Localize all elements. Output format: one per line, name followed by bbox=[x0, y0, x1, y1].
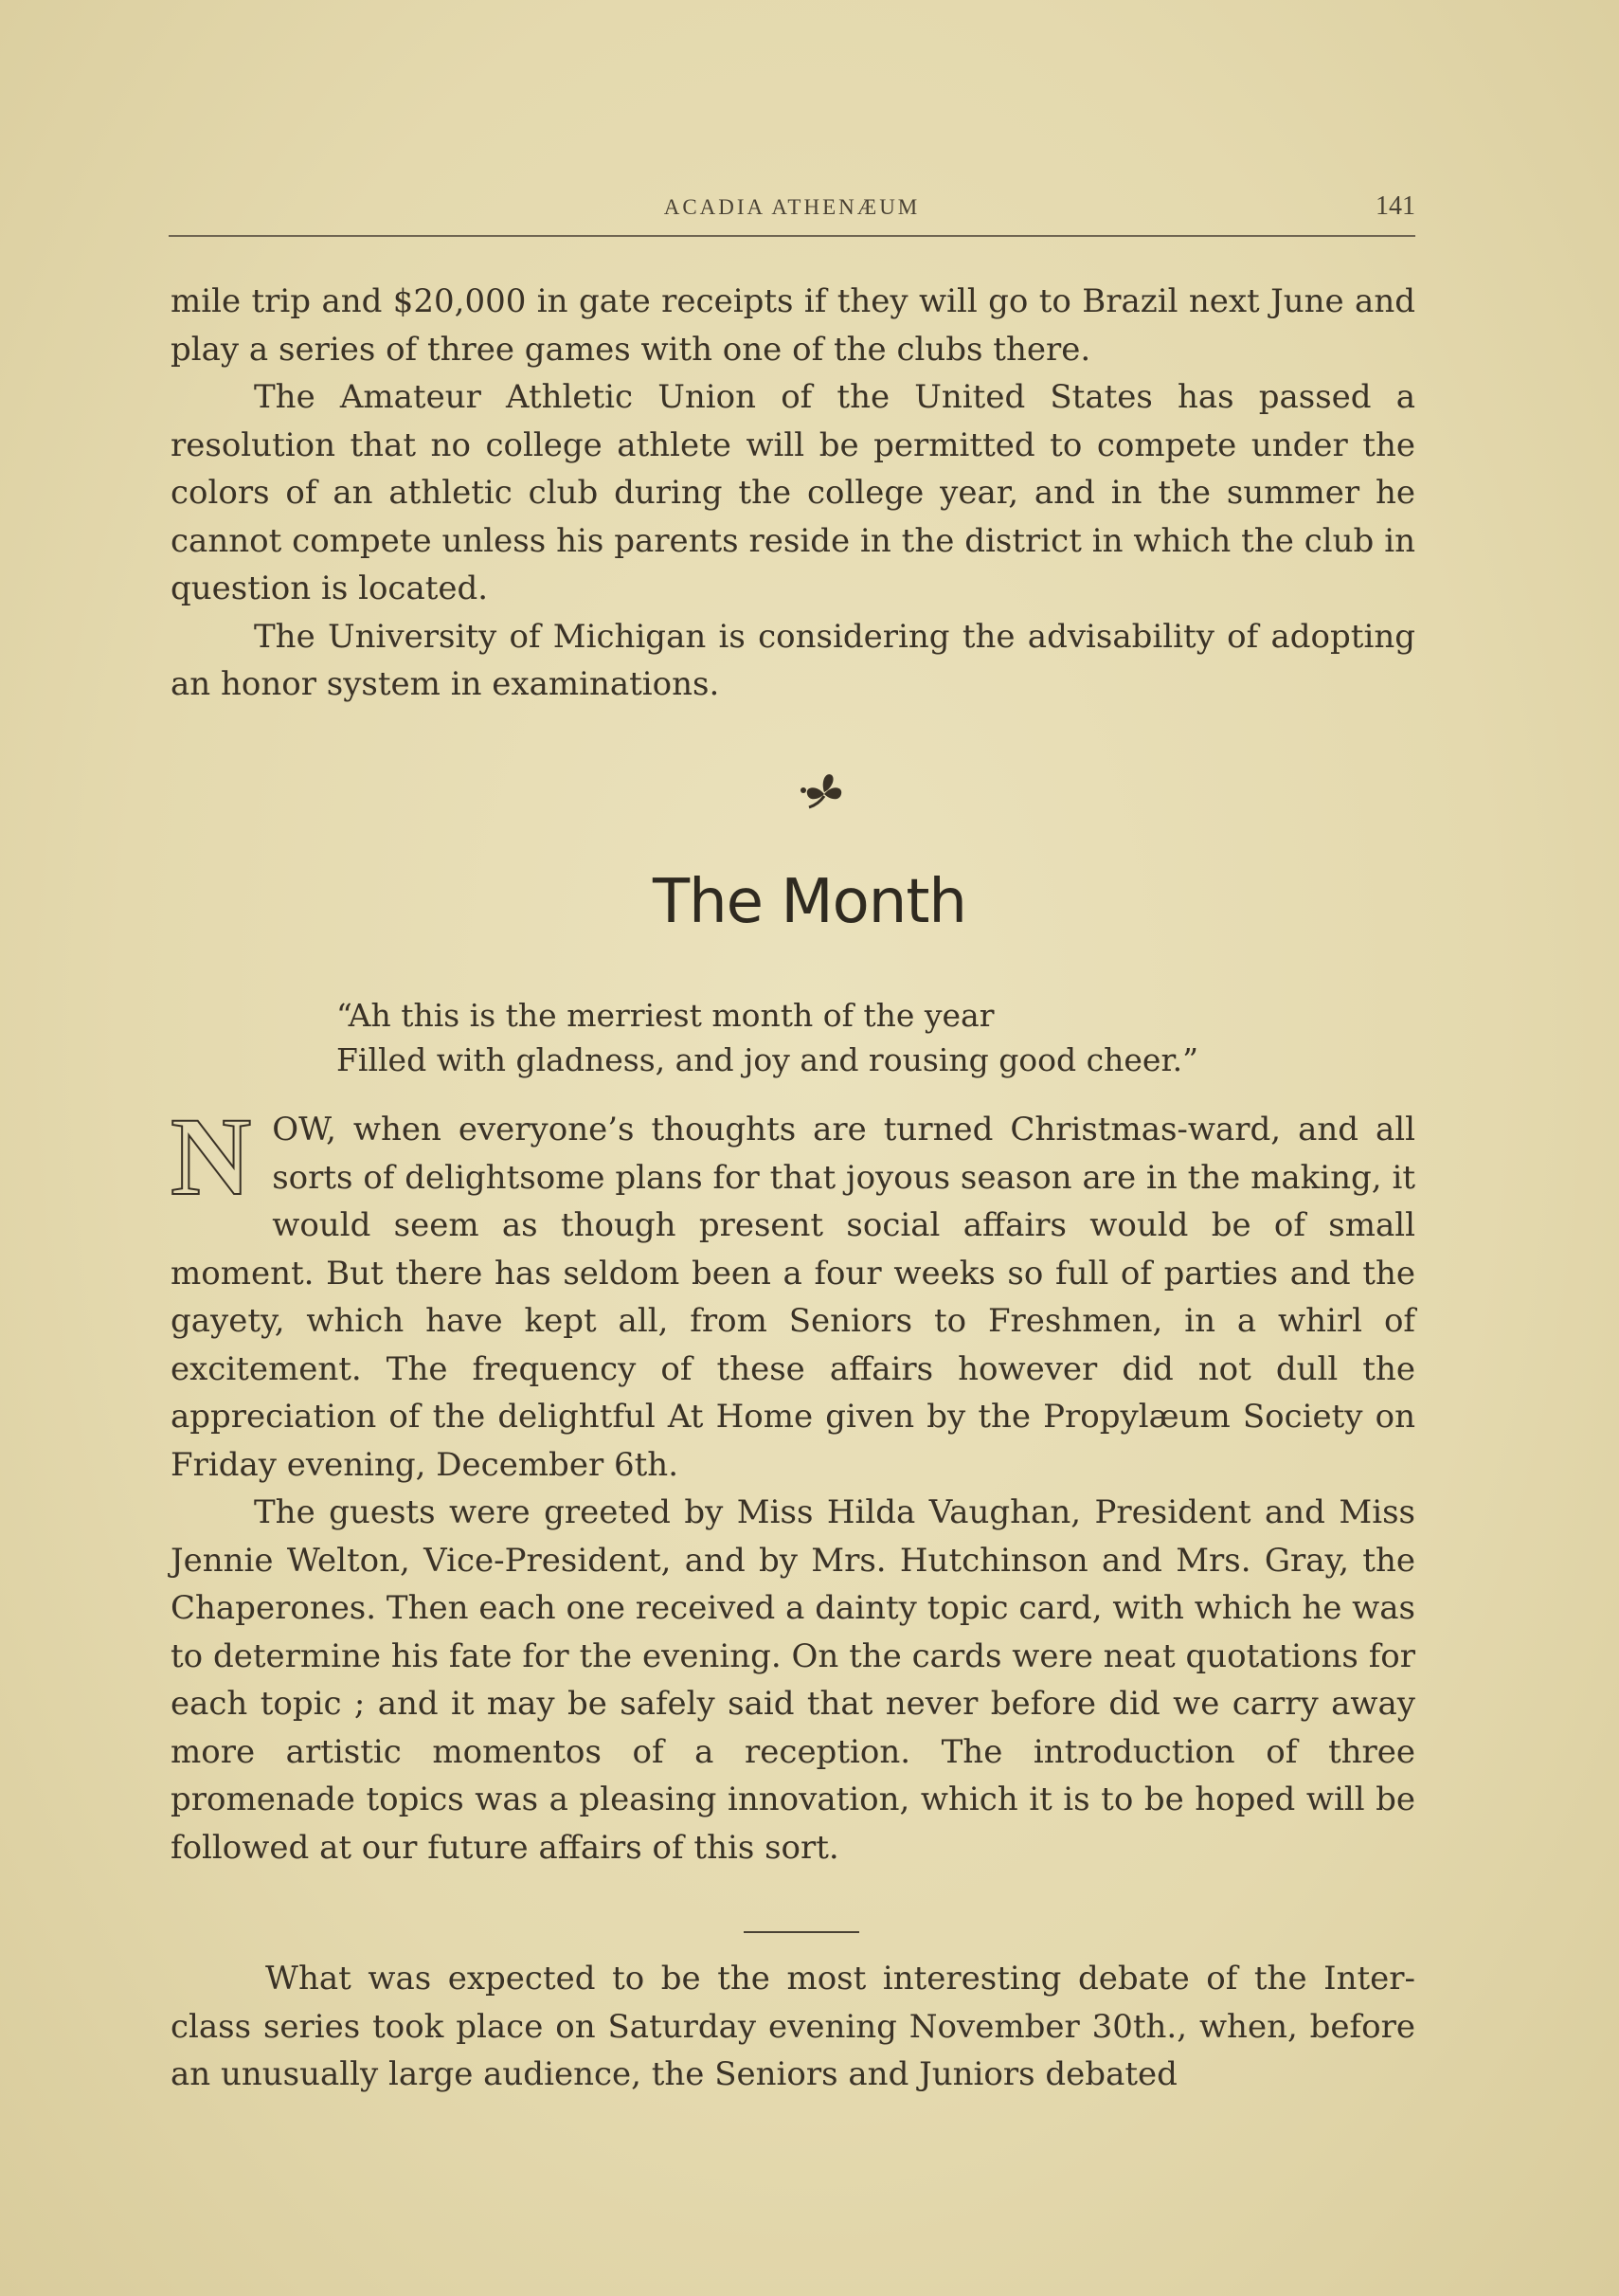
month-text-block bbox=[171, 1094, 1415, 1871]
paragraph-debate: What was expected to be the most interesting debate of the Inter-class series took place on Saturday evening November 30th., when, before an unusually large audience, the Seniors and Juniors debated bbox=[171, 1960, 1415, 2093]
debate-text-block bbox=[171, 1955, 1415, 2099]
drop-cap: N bbox=[171, 1094, 252, 1219]
running-title: ACADIA ATHENÆUM bbox=[663, 195, 921, 219]
section-title: The Month bbox=[653, 867, 966, 937]
epigraph-line: “Ah this is the merriest month of the year bbox=[336, 997, 995, 1034]
epigraph-line: Filled with gladness, and joy and rousing good cheer.” bbox=[336, 1041, 1198, 1078]
paragraph-university-of-michigan: The University of Michigan is considering the advisability of adopting an honor system in examinations. bbox=[171, 617, 1415, 703]
top-text-block bbox=[171, 278, 1415, 709]
header-rule bbox=[169, 235, 1415, 237]
fleuron-icon bbox=[796, 766, 853, 813]
paragraph-amateur-athletic-union: The Amateur Athletic Union of the United States has passed a resolution that no college athlete will be permitted to compete under the colors of an athletic club during the college year, and in the summer he cannot compete unless his parents reside in the district in which the club in question is located. bbox=[171, 378, 1415, 607]
paragraph-continuation: mile trip and $20,000 in gate receipts if they will go to Brazil next June and play a series of three games with one of the clubs there. bbox=[171, 282, 1415, 369]
running-head bbox=[169, 191, 1415, 229]
epigraph bbox=[336, 993, 1198, 1082]
section-divider bbox=[744, 1931, 859, 1933]
paragraph-guests: The guests were greeted by Miss Hilda Vaughan, President and Miss Jennie Welton, Vice-President, and by Mrs. Hutchinson and Mrs. Gray, the Chaperones. Then each one received a dainty topic card, with which he was to determine his fate for the evening. On the cards were neat quotations for each topic ; and it may be safely said that never before did we carry away more artistic momentos of a reception. The introduction of three promenade topics was a pleasing innovation, which it is to be hoped will be followed at our future affairs of this sort. bbox=[171, 1493, 1415, 1867]
page-number: 141 bbox=[1376, 191, 1415, 221]
paragraph-christmas: OW, when everyone’s thoughts are turned Christmas-ward, and all sorts of delightsome plans for that joyous season are in the making, it would seem as though present social affairs would be of small moment. But there has seldom been a four weeks so full of parties and the gayety, which have kept all, from Seniors to Freshmen, in a whirl of excitement. The frequency of these affairs however did not dull the appreciation of the delightful At Home given by the Propylæum Society on Friday evening, December 6th. bbox=[171, 1111, 1415, 1484]
